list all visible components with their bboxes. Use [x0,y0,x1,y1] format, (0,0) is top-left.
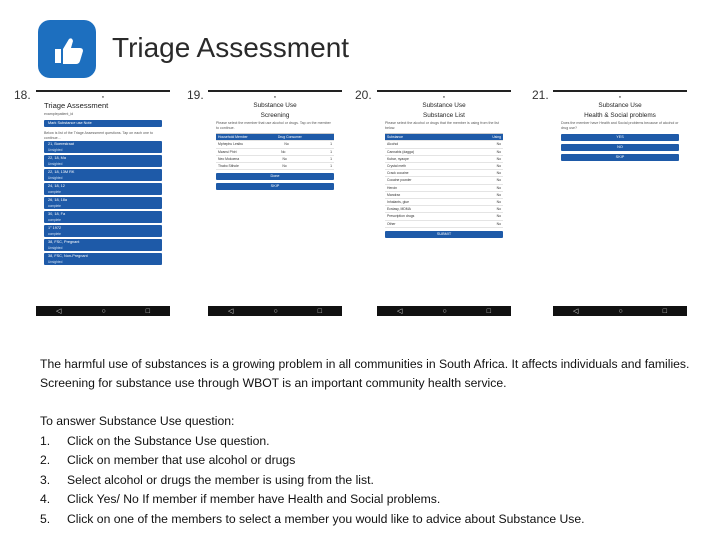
table-cell: No [496,149,501,154]
table-row[interactable] [385,170,503,177]
table-header [385,134,503,141]
table-cell: Mzansi Phiri [218,149,237,154]
table-cell: No [496,164,501,168]
table-cell: No [496,156,501,161]
table-cell: Cannabis (dagga) [387,149,414,154]
screen-title: Substance Use [422,102,466,109]
table-row[interactable] [216,156,334,163]
table-row[interactable] [385,163,503,170]
screen-number: 20. [355,88,372,102]
table-cell: Thabo Sithole [218,164,239,168]
list-item[interactable] [44,169,162,181]
status-bar: ● [618,94,622,99]
table-cell: No [496,207,501,212]
selected-question-button[interactable]: Mark Substance use Note [44,120,162,127]
skip-button[interactable]: SKIP [216,183,334,190]
step-number: 5. [40,511,51,526]
list-item[interactable] [44,239,162,251]
list-item[interactable] [44,211,162,223]
status-bar: ● [442,94,446,99]
screen-subtitle: Screening [260,111,290,119]
table-row[interactable] [385,149,503,156]
android-nav-bar [377,306,511,316]
home-icon[interactable]: ○ [442,307,447,315]
table-cell: Mandrax [387,192,401,197]
screen-intro: Does the member have Health and Social problems because of alcohol or drug use? [561,121,679,130]
step-text: Select alcohol or drugs the member is using from the list. [67,472,374,487]
step-number: 1. [40,433,51,448]
member-table [216,133,334,170]
list-item-label: 38, FSC, Non-Pregnant [48,254,88,259]
list-item-status: complete [48,231,61,236]
screen-subtitle: Health & Social problems [584,111,656,119]
table-cell: Heroin [387,185,397,190]
list-item[interactable] [44,253,162,265]
table-cell: No [282,164,287,168]
back-icon[interactable]: ◁ [56,308,62,315]
instructions [40,412,700,530]
list-item-status: Unsighted [48,245,63,250]
table-cell: No [282,156,287,161]
phone-screen-20 [377,90,511,316]
step-number: 4. [40,492,51,507]
table-row[interactable] [216,163,334,170]
back-icon[interactable]: ◁ [228,308,234,315]
list-item[interactable] [44,155,162,167]
instruction-step [40,451,700,471]
list-item-label: 22, 18, Ma [48,156,66,161]
table-row[interactable] [385,177,503,184]
list-item[interactable] [44,183,162,195]
home-icon[interactable]: ○ [618,307,623,315]
column-header: Using [492,135,501,140]
recents-icon[interactable]: □ [486,307,491,315]
table-row[interactable] [216,141,334,148]
table-cell: Prescription drugs [387,214,415,219]
list-item-label: 24, 18, 12 [48,184,65,189]
screen-intro: Please select the alcohol or drugs that the member is using from the list below. [385,121,499,130]
back-icon[interactable]: ◁ [397,308,403,315]
instruction-step [40,432,700,452]
table-row[interactable] [385,213,503,220]
screen-title: Substance Use [598,102,642,109]
table-cell: Alcohol [387,142,399,147]
table-cell: No [496,142,501,147]
screen-intro: Please select the member that use alcohol or drugs. Tap on the member to continue. [216,121,331,130]
yes-button[interactable]: YES [561,134,679,141]
screen-number: 18. [14,88,31,102]
table-cell: Crack cocaine [387,171,409,176]
list-item[interactable] [44,225,162,237]
step-text: Click on the Substance Use question. [67,433,270,448]
screen-note: Below is list of the Triage Assessment questions. Tap on each one to continue... [44,131,154,140]
instruction-step [40,510,700,530]
step-number: 2. [40,453,51,468]
list-item-status: complete [48,217,61,222]
list-item[interactable] [44,141,162,153]
table-row[interactable] [385,199,503,206]
status-bar: ● [273,94,277,99]
screen-subtitle: examplepatient_id [44,111,74,116]
no-button[interactable]: NO [561,144,679,151]
table-cell: 1 [330,149,332,154]
list-item-label: 22, 18, 13M RK [48,170,75,175]
recents-icon[interactable]: □ [145,307,150,315]
table-row[interactable] [385,156,503,163]
step-number: 3. [40,472,51,487]
column-header: Substance [387,135,404,140]
step-text: Click on member that use alcohol or drugs [67,453,296,468]
table-row[interactable] [385,185,503,192]
thumbs-up-icon [47,29,87,69]
table-row[interactable] [385,221,503,228]
status-bar: ● [101,94,105,99]
table-row[interactable] [216,149,334,156]
list-item-status: complete [48,203,61,208]
table-row[interactable] [385,192,503,199]
screen-subtitle: Substance List [423,111,465,119]
instruction-step [40,471,700,491]
table-cell: No [284,142,289,147]
table-cell: Kubar, nyaope [387,156,409,161]
table-row[interactable] [385,206,503,213]
phone-screen-21 [553,90,687,316]
table-cell: Crystal meth [387,164,407,168]
list-item-label: 21, Boerestraat [48,142,74,147]
instruction-step [40,490,700,510]
table-cell: No [496,178,501,183]
home-icon[interactable]: ○ [101,307,106,315]
list-item-status: Unsighted [48,161,63,166]
table-header [216,134,334,141]
android-nav-bar [36,306,170,316]
member-list [36,141,170,265]
skip-button[interactable]: SKIP [561,154,679,161]
table-cell: 1 [330,142,332,147]
substance-table [385,133,503,228]
list-item-label: 30, 18, Fa [48,212,66,217]
list-item-label: 26, 18, 18a [48,198,68,203]
phone-screen-18 [36,90,170,316]
back-icon[interactable]: ◁ [573,308,579,315]
table-cell: Inhalants, glue [387,200,410,205]
phone-screen-19 [208,90,342,316]
list-item-status: Unsighted [48,259,63,264]
list-item-status: Unsighted [48,175,63,180]
list-item[interactable] [44,197,162,209]
steps-list [40,432,700,530]
screen-number: 21. [532,88,549,102]
submit-button[interactable]: SUBMIT [385,231,503,238]
intro-paragraph: The harmful use of substances is a growing problem in all communities in South Africa. It affects individuals and families. Screening for substance use through WBOT is an important community health service. [40,357,690,390]
step-text: Click on one of the members to select a member you would like to advice about Substance Use. [67,511,585,526]
column-header: Household Member [218,135,248,140]
table-cell: 1 [330,164,332,168]
table-cell: Mphephu Lesibu [218,142,244,147]
list-item-label: 1° 1972 [48,226,62,231]
column-header: Drug Consumer [277,135,302,140]
table-cell: No [496,171,501,176]
table-cell: No [496,185,501,190]
done-button[interactable]: Done [216,173,334,180]
android-nav-bar [553,306,687,316]
list-item-label: 38, FSC, Pregnant [48,240,80,245]
screen-title: Substance Use [253,102,297,109]
table-cell: 1 [330,156,332,161]
table-cell: Neo Mokoena [218,156,240,161]
table-cell: No [496,192,501,197]
home-icon[interactable]: ○ [273,307,278,315]
table-cell: No [281,149,286,154]
screen-title: Triage Assessment [44,101,109,110]
table-cell: Other [387,221,396,226]
step-text: Click Yes/ No If member if member have Health and Social problems. [67,492,441,507]
table-cell: No [496,200,501,205]
list-item-status: Unsighted [48,147,63,152]
slide-title: Triage Assessment [112,32,350,63]
android-nav-bar [208,306,342,316]
instructions-heading: To answer Substance Use question: [40,414,235,428]
screen-number: 19. [187,88,204,102]
app-logo [38,20,96,78]
list-item-status: complete [48,189,61,194]
table-cell: Cocaine powder [387,178,412,183]
table-cell: Ecstasy, MDMA [387,207,411,212]
recents-icon[interactable]: □ [662,307,667,315]
recents-icon[interactable]: □ [317,307,322,315]
table-row[interactable] [385,141,503,148]
table-cell: No [496,221,501,226]
table-cell: No [496,214,501,219]
